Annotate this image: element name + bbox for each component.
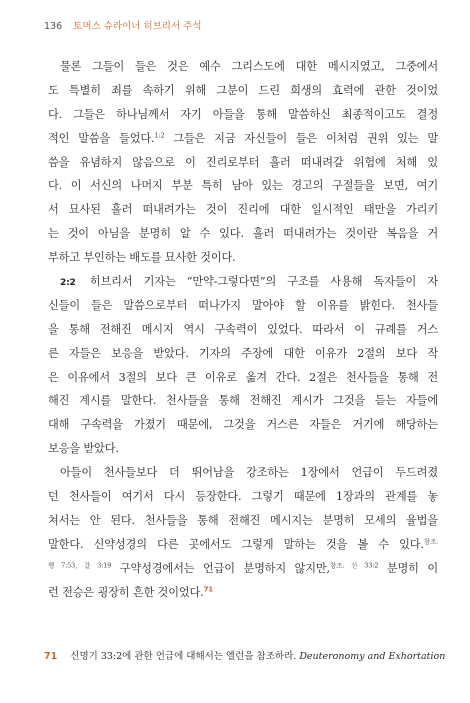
page-number: 136 [44,21,63,32]
citation: 1:2 [154,130,165,139]
text-line [48,294,438,318]
text-run: 히브리서 기자는 “만약-그렇다면”의 구조를 사용해 독자들이 자 [78,275,438,289]
text-run: 씀을 유념하지 않음으로 이 진리로부터 흘러 떠내려갈 위험에 처해 있 [48,155,438,169]
text-line [48,533,438,557]
text-line [48,55,438,79]
text-run: 는 것이 아님을 분명히 알 수 있다. 흘러 떠내려가는 것이란 복음을 거 [48,227,438,241]
text-run: 아들이 천사들보다 더 뛰어남을 강조하는 1장에서 언급이 두드려졌 [60,466,438,480]
text-line [48,485,438,509]
text-run: 해진 계시를 말한다. 천사들을 통해 전해진 계시가 그것을 듣는 자들에 [48,394,438,408]
text-line [48,198,438,222]
text-line [48,174,438,198]
text-run: 신들이 들은 말씀으로부터 떠나가지 말아야 할 이유를 밝힌다. 천사들 [48,298,438,312]
text-run: 그들은 지금 자신들이 들은 이처럼 권위 있는 말 [164,131,438,145]
paragraph [48,55,438,270]
text-line [48,389,438,413]
text-line [48,270,438,294]
text-run: 보응을 받았다. [48,442,119,456]
text-run: 분명히 이 [378,561,438,575]
text-run: 부하고 부인하는 배도를 묘사한 것이다. [48,251,236,265]
text-run: 런 전승은 굉장히 흔한 것이었다. [48,585,204,599]
citation: 참조. 신 33:2 [329,560,379,569]
text-run: 서 묘사된 흘러 떠내려가는 것이 진리에 대한 일시적인 태만을 가리키 [48,203,438,217]
text-run: 을 통해 전해진 메시지 역시 구속력이 있었다. 따라서 이 규례를 거스 [48,322,438,336]
paragraph [48,461,438,604]
text-line [48,342,438,366]
text-run: 은 이유에서 3절의 보다 큰 이유로 옮겨 간다. 2절은 천사들을 통해 전 [48,370,438,384]
running-header [44,18,202,32]
book-title: 토머스 슈라이너 히브리서 주석 [73,21,202,32]
text-line [48,222,438,246]
text-line [48,127,438,151]
text-run: 던 천사들이 여기서 다시 등장한다. 그렇기 때문에 1장과의 관계를 놓 [48,490,438,504]
text-line [48,461,438,485]
text-line [48,413,438,437]
text-run: 말한다. 신약성경의 다른 곳에서도 그렇게 말하는 것을 볼 수 있다. [48,537,424,551]
footnote-text: 신명기 33:2에 관한 언급에 대해서는 엘런을 참조하라. [70,651,297,662]
text-run: 쳐서는 안 된다. 천사들을 통해 전해진 메시지는 분명히 모세의 율법을 [48,513,438,527]
text-line [48,366,438,390]
text-line [48,557,438,581]
footnote-marker: 71 [203,584,214,593]
text-line [48,509,438,533]
text-run: 도 특별히 죄를 속하기 위해 그분이 드린 희생의 효력에 관한 것이었 [48,83,438,97]
text-run: 른 자들은 보응을 받았다. 기자의 주장에 대한 이유가 2절의 보다 작 [48,346,438,360]
text-line [48,581,438,605]
footnote [44,648,444,662]
paragraph [48,270,438,461]
text-line [48,79,438,103]
text-line [48,151,438,175]
text-line [48,318,438,342]
text-line [48,437,438,461]
footnote-italic-title: Deuteronomy and Exhortation [299,651,446,662]
citation: 행 7:53, 갈 3:19 [48,560,112,569]
text-line [48,246,438,270]
text-run: 적인 말씀을 들었다. [48,131,155,145]
text-run: 대해 구속력을 가졌기 때문에, 그것을 거스른 자들은 거기에 해당하는 [48,418,438,432]
text-run: 다. 그들은 하나님께서 자기 아들을 통해 말씀하신 최종적이고도 결정 [48,107,438,121]
main-text [48,55,438,604]
text-run: 물론 그들이 들은 것은 예수 그리스도에 대한 메시지였고, 그중에서 [60,60,438,73]
text-line [48,103,438,127]
text-run: 다. 이 서신의 나머지 부분 특히 남아 있는 경고의 구절들을 보면, 여기 [48,179,438,193]
text-run: 구약성경에서는 언급이 분명하지 않지만, [111,561,330,575]
verse-reference: 2:2 [60,278,76,289]
footnote-number: 71 [44,651,58,662]
citation: 참조. [423,537,438,546]
